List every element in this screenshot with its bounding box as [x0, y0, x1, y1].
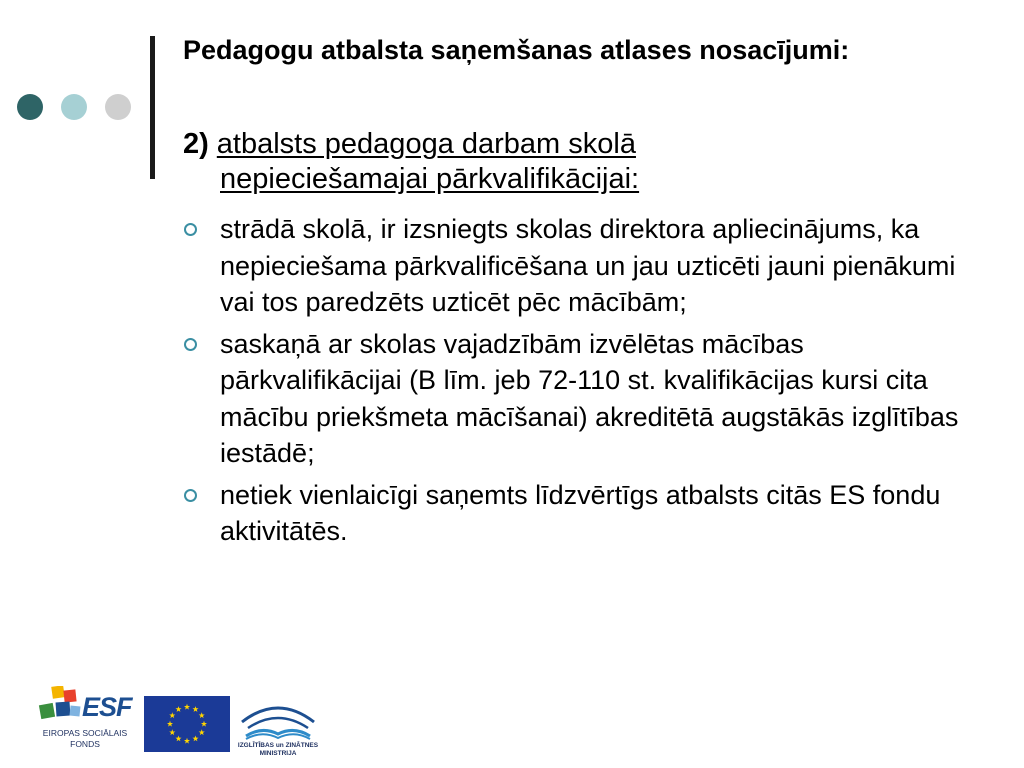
esf-mark-icon	[38, 686, 84, 726]
section-heading-line-2: nepieciešamajai pārkvalifikācijai:	[220, 163, 640, 195]
esf-logo	[36, 684, 136, 764]
ministry-caption: IZGLĪTĪBAS un ZINĀTNES MINISTRIJA	[237, 742, 319, 757]
list-item	[183, 326, 963, 472]
list-item-text: netiek vienlaicīgi saņemts līdzvērtīgs atbalsts citās ES fondu aktivitātēs.	[220, 479, 941, 546]
ring-bullet-icon	[184, 338, 197, 351]
dot-gray	[105, 94, 131, 120]
list-item	[183, 477, 963, 550]
list-item-text: strādā skolā, ir izsniegts skolas direktora apliecinājums, ka nepieciešama pārkvalificēšana un jau uzticēti jauni pienākumi vai tos paredzēts uzticēt pēc mācībām;	[220, 214, 956, 317]
esf-wordmark: ESF	[82, 692, 132, 722]
dot-light-teal	[61, 94, 87, 120]
dot-dark-teal	[17, 94, 43, 120]
slide-title: Pedagogu atbalsta saņemšanas atlases nosacījumi:	[183, 35, 850, 65]
esf-caption: EIROPAS SOCIĀLAIS FONDS	[42, 728, 128, 749]
ring-bullet-icon	[184, 489, 197, 502]
ministry-book-icon	[236, 698, 320, 742]
criteria-list	[183, 211, 963, 555]
section-heading-line-1: atbalsts pedagoga darbam skolā	[216, 128, 636, 160]
footer-logos	[36, 684, 336, 764]
list-item-text: saskaņā ar skolas vajadzībām izvēlētas mācības pārkvalifikācijai (B līm. jeb 72-110 st. kvalifikācijas kursi cita mācību priekšmeta mācīšanai) akreditētā augstākās izglītības iestādē;	[220, 328, 959, 468]
section-number: 2)	[183, 128, 209, 160]
eu-flag-icon	[144, 696, 230, 752]
section-heading	[183, 127, 963, 197]
vertical-accent-line	[150, 36, 155, 179]
ring-bullet-icon	[184, 223, 197, 236]
ministry-logo	[236, 698, 320, 762]
list-item	[183, 211, 963, 321]
